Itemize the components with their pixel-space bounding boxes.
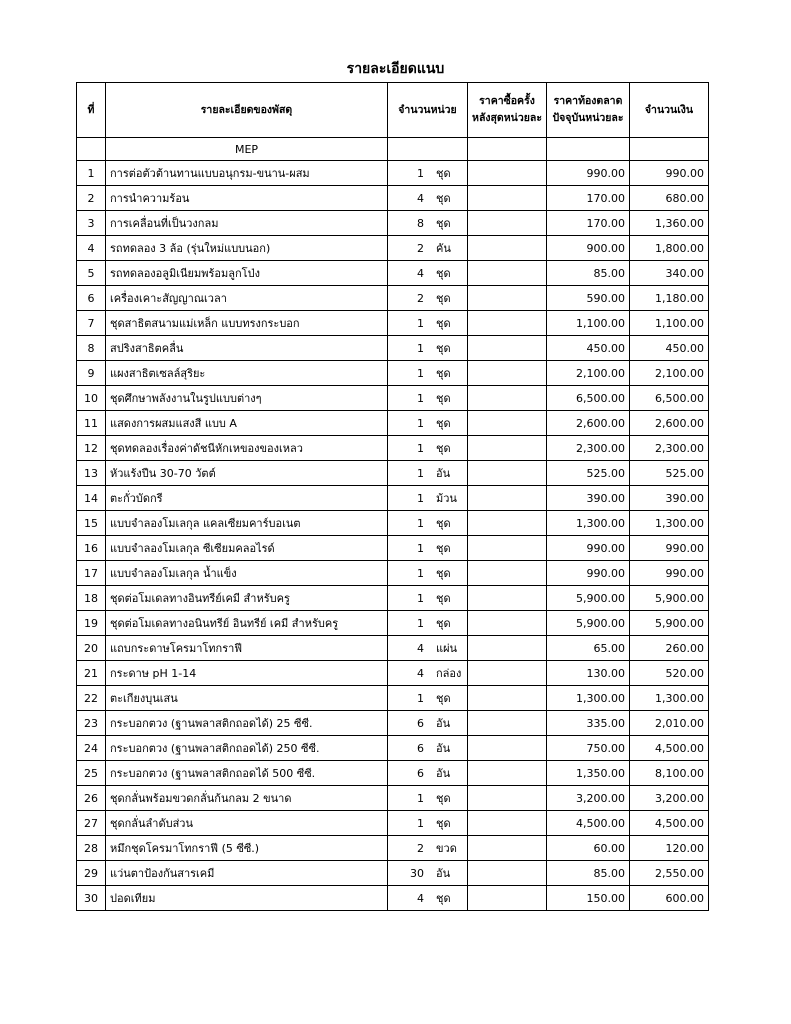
header-total: จำนวนเงิน [630,83,709,138]
row-unit: ชุด [436,517,451,530]
row-market-price: 1,300.00 [547,511,630,536]
table-row [77,336,709,361]
row-market-price: 750.00 [547,736,630,761]
row-quantity-value: 4 [417,267,424,280]
row-number: 17 [77,561,106,586]
row-description: กระบอกตวง (ฐานพลาสติกถอดได้) 25 ซีซี. [106,711,388,736]
row-number: 29 [77,861,106,886]
row-unit: ชุด [436,567,451,580]
row-quantity [388,486,468,511]
row-total: 990.00 [630,561,709,586]
section-total-cell [630,138,709,161]
row-last-price [468,286,547,311]
row-unit: ชุด [436,217,451,230]
row-total: 990.00 [630,161,709,186]
table-row [77,311,709,336]
row-description: ตะเกียงบุนเสน [106,686,388,711]
row-total: 1,360.00 [630,211,709,236]
row-description: แสดงการผสมแสงสี แบบ A [106,411,388,436]
row-number: 10 [77,386,106,411]
table-row [77,811,709,836]
row-last-price [468,511,547,536]
row-quantity-value: 1 [417,492,424,505]
row-last-price [468,461,547,486]
row-number: 1 [77,161,106,186]
table-row [77,411,709,436]
row-description: เครื่องเคาะสัญญาณเวลา [106,286,388,311]
row-number: 26 [77,786,106,811]
row-total: 2,010.00 [630,711,709,736]
row-quantity [388,411,468,436]
table-row [77,586,709,611]
row-market-price: 1,100.00 [547,311,630,336]
row-quantity-value: 6 [417,767,424,780]
row-number: 7 [77,311,106,336]
row-total: 990.00 [630,536,709,561]
page-title: รายละเอียดแนบ [346,61,445,77]
row-description: แบบจำลองโมเลกุล แคลเซียมคาร์บอเนต [106,511,388,536]
table-row [77,661,709,686]
row-quantity [388,361,468,386]
row-last-price [468,586,547,611]
row-quantity-value: 1 [417,692,424,705]
row-number: 25 [77,761,106,786]
row-unit: ชุด [436,392,451,405]
row-quantity [388,536,468,561]
row-number: 11 [77,411,106,436]
table-row [77,161,709,186]
section-no-cell [77,138,106,161]
row-unit: ขวด [436,842,457,855]
header-market-price [547,83,630,138]
row-total: 5,900.00 [630,611,709,636]
row-total: 1,300.00 [630,511,709,536]
row-quantity [388,761,468,786]
row-description: การนำความร้อน [106,186,388,211]
row-market-price: 390.00 [547,486,630,511]
row-market-price: 1,350.00 [547,761,630,786]
row-quantity [388,786,468,811]
row-quantity-value: 1 [417,592,424,605]
table-row [77,436,709,461]
row-market-price: 3,200.00 [547,786,630,811]
row-quantity-value: 30 [410,867,424,880]
row-quantity [388,211,468,236]
row-quantity [388,686,468,711]
row-market-price: 130.00 [547,661,630,686]
row-quantity [388,661,468,686]
table-row [77,236,709,261]
row-description: การเคลื่อนที่เป็นวงกลม [106,211,388,236]
row-description: รถทดลองอลูมิเนียมพร้อมลูกโป่ง [106,261,388,286]
row-quantity [388,286,468,311]
row-total: 1,300.00 [630,686,709,711]
row-description: แว่นตาป้องกันสารเคมี [106,861,388,886]
row-last-price [468,486,547,511]
row-total: 520.00 [630,661,709,686]
row-description: หมึกชุดโครมาโทกราฟี (5 ซีซี.) [106,836,388,861]
row-total: 2,550.00 [630,861,709,886]
table-row [77,686,709,711]
row-quantity-value: 1 [417,817,424,830]
row-quantity [388,561,468,586]
row-number: 2 [77,186,106,211]
row-quantity-value: 8 [417,217,424,230]
row-number: 4 [77,236,106,261]
row-market-price: 990.00 [547,561,630,586]
row-total: 120.00 [630,836,709,861]
row-quantity-value: 1 [417,342,424,355]
row-total: 390.00 [630,486,709,511]
row-quantity [388,386,468,411]
row-last-price [468,836,547,861]
row-description: รถทดลอง 3 ล้อ (รุ่นใหม่แบบนอก) [106,236,388,261]
row-last-price [468,561,547,586]
row-unit: ชุด [436,617,451,630]
row-number: 15 [77,511,106,536]
row-number: 28 [77,836,106,861]
row-last-price [468,661,547,686]
header-no: ที่ [77,83,106,138]
row-quantity [388,311,468,336]
row-unit: ชุด [436,267,451,280]
row-quantity-value: 1 [417,467,424,480]
row-number: 14 [77,486,106,511]
section-last-cell [468,138,547,161]
row-quantity [388,436,468,461]
row-number: 3 [77,211,106,236]
table-row [77,386,709,411]
table-row [77,486,709,511]
row-unit: กล่อง [436,667,462,680]
row-market-price: 335.00 [547,711,630,736]
row-unit: ชุด [436,367,451,380]
row-description: แบบจำลองโมเลกุล น้ำแข็ง [106,561,388,586]
row-total: 260.00 [630,636,709,661]
row-market-price: 170.00 [547,211,630,236]
row-unit: ชุด [436,417,451,430]
row-description: กระบอกตวง (ฐานพลาสติกถอดได้) 250 ซีซี. [106,736,388,761]
row-total: 5,900.00 [630,586,709,611]
row-market-price: 2,300.00 [547,436,630,461]
table-row [77,861,709,886]
row-unit: อัน [436,717,451,730]
row-unit: แผ่น [436,642,458,655]
row-unit: ชุด [436,442,451,455]
row-total: 340.00 [630,261,709,286]
row-market-price: 6,500.00 [547,386,630,411]
row-market-price: 1,300.00 [547,686,630,711]
table-row [77,536,709,561]
row-quantity-value: 6 [417,742,424,755]
row-quantity [388,736,468,761]
row-last-price [468,761,547,786]
row-quantity [388,611,468,636]
row-market-price: 85.00 [547,261,630,286]
row-quantity [388,636,468,661]
row-market-price: 5,900.00 [547,586,630,611]
row-market-price: 450.00 [547,336,630,361]
row-unit: ชุด [436,192,451,205]
row-number: 20 [77,636,106,661]
row-quantity-value: 4 [417,642,424,655]
row-market-price: 990.00 [547,536,630,561]
row-last-price [468,811,547,836]
row-quantity-value: 1 [417,542,424,555]
section-label: MEP [106,138,388,161]
row-quantity [388,336,468,361]
row-number: 24 [77,736,106,761]
row-quantity [388,811,468,836]
row-quantity [388,586,468,611]
row-unit: ชุด [436,592,451,605]
row-description: การต่อตัวต้านทานแบบอนุกรม-ขนาน-ผสม [106,161,388,186]
row-last-price [468,611,547,636]
row-quantity-value: 1 [417,442,424,455]
row-market-price: 150.00 [547,886,630,911]
items-table [76,82,709,911]
row-unit: อัน [436,867,451,880]
header-last-price-line1: ราคาซื้อครั้ง [479,95,535,107]
row-total: 600.00 [630,886,709,911]
row-unit: ชุด [436,342,451,355]
row-number: 23 [77,711,106,736]
table-row [77,836,709,861]
row-last-price [468,686,547,711]
row-description: ชุดสาธิตสนามแม่เหล็ก แบบทรงกระบอก [106,311,388,336]
row-last-price [468,336,547,361]
row-quantity-value: 2 [417,242,424,255]
row-last-price [468,311,547,336]
row-description: กระบอกตวง (ฐานพลาสติกถอดได้ 500 ซีซี. [106,761,388,786]
row-unit: ชุด [436,542,451,555]
row-total: 1,800.00 [630,236,709,261]
row-unit: ชุด [436,167,451,180]
row-unit: ชุด [436,892,451,905]
row-description: ตะกั่วบัดกรี [106,486,388,511]
row-quantity-value: 1 [417,517,424,530]
row-description: ปอดเทียม [106,886,388,911]
section-row [77,138,709,161]
row-description: แถบกระดาษโครมาโทกราฟี [106,636,388,661]
row-quantity-value: 2 [417,292,424,305]
row-total: 6,500.00 [630,386,709,411]
row-quantity-value: 1 [417,167,424,180]
row-description: แผงสาธิตเซลล์สุริยะ [106,361,388,386]
row-total: 450.00 [630,336,709,361]
row-description: ชุดทดลองเรื่องค่าดัชนีหักเหของของเหลว [106,436,388,461]
row-quantity-value: 1 [417,392,424,405]
row-last-price [468,786,547,811]
row-description: ชุดต่อโมเดลทางอนินทรีย์ อินทรีย์ เคมี สำหรับครู [106,611,388,636]
row-number: 8 [77,336,106,361]
row-market-price: 2,600.00 [547,411,630,436]
row-market-price: 525.00 [547,461,630,486]
row-market-price: 5,900.00 [547,611,630,636]
row-total: 1,100.00 [630,311,709,336]
table-header-row [77,83,709,138]
row-total: 4,500.00 [630,736,709,761]
row-number: 13 [77,461,106,486]
row-last-price [468,361,547,386]
row-number: 22 [77,686,106,711]
row-last-price [468,636,547,661]
row-market-price: 900.00 [547,236,630,261]
header-last-price [468,83,547,138]
row-last-price [468,411,547,436]
row-unit: ชุด [436,692,451,705]
row-unit: ชุด [436,292,451,305]
table-row [77,736,709,761]
row-unit: อัน [436,742,451,755]
row-quantity [388,186,468,211]
row-unit: ชุด [436,792,451,805]
row-total: 2,300.00 [630,436,709,461]
table-row [77,611,709,636]
row-number: 6 [77,286,106,311]
table-row [77,711,709,736]
row-description: ชุดศึกษาพลังงานในรูปแบบต่างๆ [106,386,388,411]
row-quantity-value: 1 [417,567,424,580]
table-row [77,761,709,786]
row-unit: ชุด [436,817,451,830]
row-total: 3,200.00 [630,786,709,811]
table-row [77,211,709,236]
table-row [77,286,709,311]
row-quantity-value: 4 [417,192,424,205]
row-total: 2,100.00 [630,361,709,386]
row-last-price [468,736,547,761]
row-number: 30 [77,886,106,911]
row-number: 5 [77,261,106,286]
header-market-price-line1: ราคาท้องตลาด [553,95,623,107]
row-description: ชุดต่อโมเดลทางอินทรีย์เคมี สำหรับครู [106,586,388,611]
row-total: 4,500.00 [630,811,709,836]
row-last-price [468,711,547,736]
header-last-price-line2: หลังสุดหน่วยละ [472,112,542,124]
row-unit: อัน [436,767,451,780]
row-last-price [468,536,547,561]
row-number: 27 [77,811,106,836]
row-last-price [468,186,547,211]
row-number: 19 [77,611,106,636]
row-market-price: 85.00 [547,861,630,886]
row-quantity [388,236,468,261]
section-market-cell [547,138,630,161]
table-row [77,511,709,536]
row-quantity-value: 4 [417,667,424,680]
row-quantity [388,711,468,736]
row-description: สปริงสาธิตคลื่น [106,336,388,361]
row-number: 16 [77,536,106,561]
row-quantity-value: 1 [417,367,424,380]
row-last-price [468,886,547,911]
row-market-price: 60.00 [547,836,630,861]
row-quantity-value: 1 [417,792,424,805]
row-market-price: 170.00 [547,186,630,211]
table-row [77,461,709,486]
row-last-price [468,161,547,186]
table-row [77,361,709,386]
row-market-price: 65.00 [547,636,630,661]
row-quantity [388,161,468,186]
row-quantity-value: 1 [417,417,424,430]
row-total: 1,180.00 [630,286,709,311]
row-quantity-value: 1 [417,617,424,630]
row-quantity [388,861,468,886]
table-row [77,261,709,286]
row-number: 21 [77,661,106,686]
row-total: 680.00 [630,186,709,211]
row-last-price [468,211,547,236]
row-quantity [388,886,468,911]
table-row [77,636,709,661]
row-quantity-value: 4 [417,892,424,905]
table-row [77,561,709,586]
row-quantity [388,461,468,486]
row-quantity [388,261,468,286]
row-quantity-value: 1 [417,317,424,330]
table-row [77,186,709,211]
row-unit: คัน [436,242,451,255]
header-market-price-line2: ปัจจุบันหน่วยละ [552,112,624,124]
row-quantity-value: 2 [417,842,424,855]
row-market-price: 990.00 [547,161,630,186]
row-quantity [388,511,468,536]
header-quantity: จำนวนหน่วย [388,83,468,138]
table-row [77,886,709,911]
row-unit: ม้วน [436,492,457,505]
row-market-price: 590.00 [547,286,630,311]
row-unit: ชุด [436,317,451,330]
row-market-price: 2,100.00 [547,361,630,386]
row-total: 8,100.00 [630,761,709,786]
row-last-price [468,261,547,286]
row-unit: อัน [436,467,451,480]
row-market-price: 4,500.00 [547,811,630,836]
row-description: ชุดกลั่นพร้อมขวดกลั่นก้นกลม 2 ขนาด [106,786,388,811]
row-number: 12 [77,436,106,461]
row-description: หัวแร้งปืน 30-70 วัตต์ [106,461,388,486]
row-last-price [468,861,547,886]
row-total: 2,600.00 [630,411,709,436]
section-qty-cell [388,138,468,161]
row-description: กระดาษ pH 1-14 [106,661,388,686]
row-last-price [468,236,547,261]
row-number: 18 [77,586,106,611]
row-quantity-value: 6 [417,717,424,730]
row-number: 9 [77,361,106,386]
row-last-price [468,386,547,411]
row-total: 525.00 [630,461,709,486]
row-description: ชุดกลั่นลำดับส่วน [106,811,388,836]
row-quantity [388,836,468,861]
table-row [77,786,709,811]
row-description: แบบจำลองโมเลกุล ซีเซียมคลอไรด์ [106,536,388,561]
header-description: รายละเอียดของพัสดุ [106,83,388,138]
row-last-price [468,436,547,461]
